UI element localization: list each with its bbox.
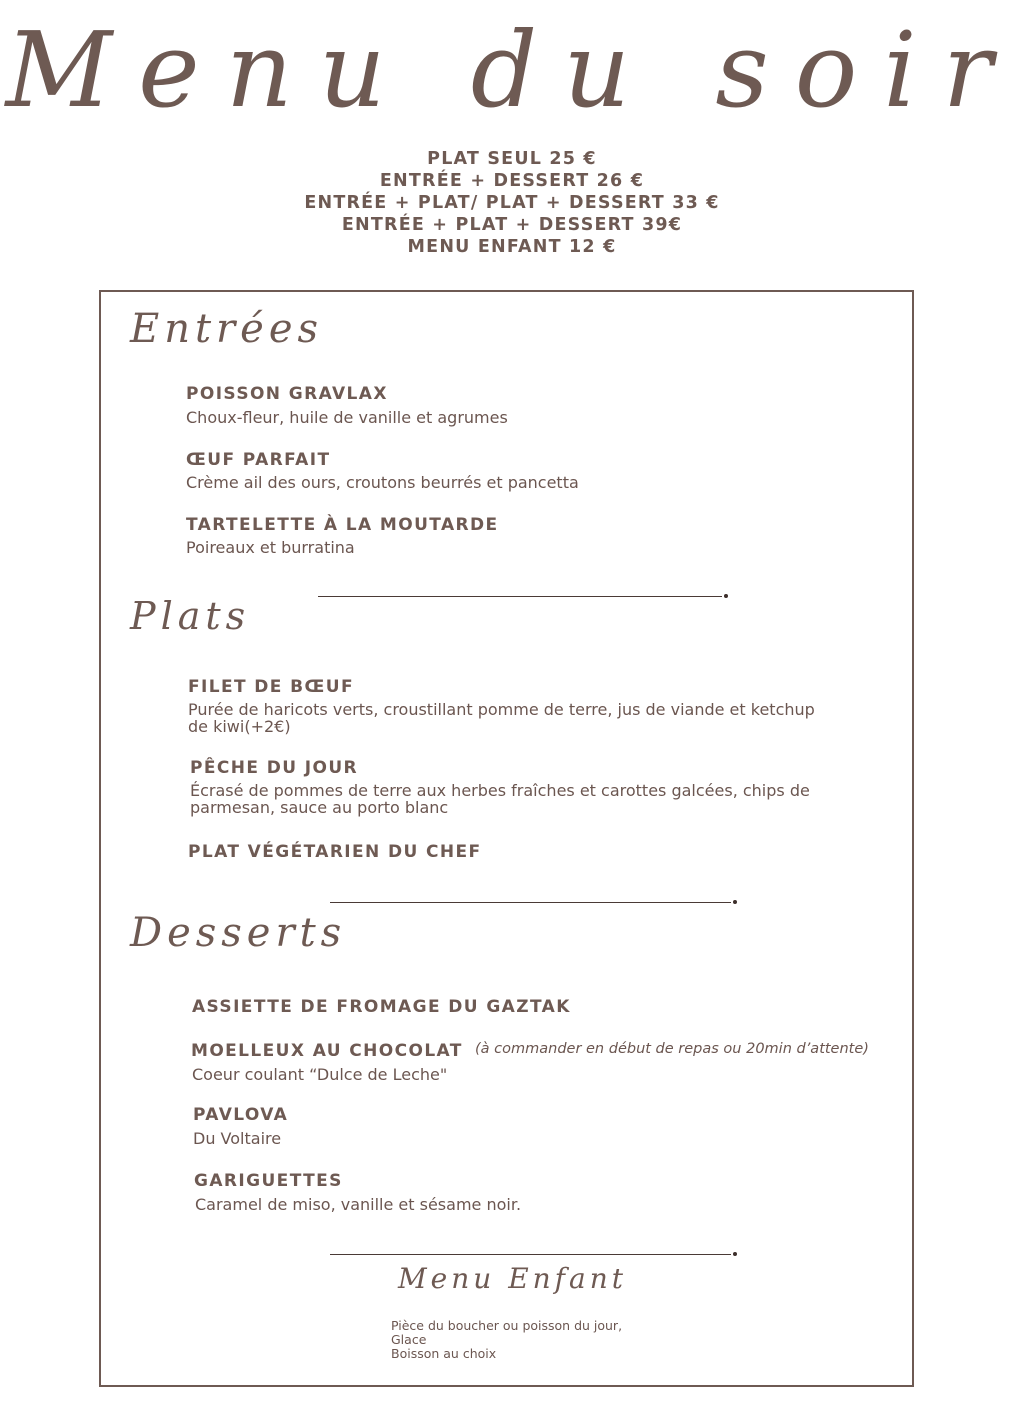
item-name: PLAT VÉGÉTARIEN DU CHEF bbox=[188, 842, 482, 862]
item-name: GARIGUETTES bbox=[194, 1171, 343, 1191]
item-description: Poireaux et burratina bbox=[186, 538, 355, 557]
item-name: FILET DE BŒUF bbox=[188, 677, 354, 697]
item-description: Coeur coulant “Dulce de Leche" bbox=[192, 1065, 448, 1084]
item-name: TARTELETTE À LA MOUTARDE bbox=[186, 515, 499, 535]
kids-menu-list bbox=[391, 1319, 622, 1361]
item-name: PÊCHE DU JOUR bbox=[190, 758, 359, 778]
price-item: ENTRÉE + PLAT + DESSERT 39€ bbox=[341, 215, 683, 235]
item-description: Du Voltaire bbox=[193, 1129, 282, 1148]
section-title-desserts: Desserts bbox=[130, 910, 347, 956]
section-title-kids: Menu Enfant bbox=[398, 1262, 628, 1295]
price-item: ENTRÉE + DESSERT 26 € bbox=[379, 171, 645, 191]
item-note: (à commander en début de repas ou 20min d’attente) bbox=[475, 1041, 869, 1057]
price-item: ENTRÉE + PLAT/ PLAT + DESSERT 33 € bbox=[304, 193, 720, 213]
section-title-entrees: Entrées bbox=[130, 306, 324, 352]
item-description: Caramel de miso, vanille et sésame noir. bbox=[195, 1195, 522, 1214]
price-item: MENU ENFANT 12 € bbox=[407, 237, 617, 257]
item-name: ASSIETTE DE FROMAGE DU GAZTAK bbox=[192, 997, 571, 1017]
section-divider bbox=[330, 902, 731, 903]
item-name: MOELLEUX AU CHOCOLAT bbox=[191, 1041, 463, 1061]
item-name: POISSON GRAVLAX bbox=[186, 384, 388, 404]
item-description: Purée de haricots verts, croustillant pomme de terre, jus de viande et ketchup de kiwi(+2€) bbox=[188, 700, 815, 736]
item-name: PAVLOVA bbox=[193, 1105, 289, 1125]
item-name: ŒUF PARFAIT bbox=[186, 450, 331, 470]
price-item: PLAT SEUL 25 € bbox=[427, 149, 597, 169]
section-title-plats: Plats bbox=[130, 594, 251, 638]
price-list bbox=[0, 148, 1024, 258]
item-description: Écrasé de pommes de terre aux herbes fraîches et carottes galcées, chips de parmesan, sauce au porto blanc bbox=[190, 781, 810, 817]
page-title: Menu du soir bbox=[5, 9, 1019, 131]
section-divider bbox=[318, 596, 722, 597]
kids-menu-line: Pièce du boucher ou poisson du jour, bbox=[391, 1318, 623, 1333]
item-description: Choux-fleur, huile de vanille et agrumes bbox=[186, 408, 508, 427]
item-description: Crème ail des ours, croutons beurrés et pancetta bbox=[186, 473, 579, 492]
kids-menu-line: Glace bbox=[391, 1332, 427, 1347]
section-divider bbox=[330, 1254, 731, 1255]
kids-menu-line: Boisson au choix bbox=[391, 1346, 497, 1361]
